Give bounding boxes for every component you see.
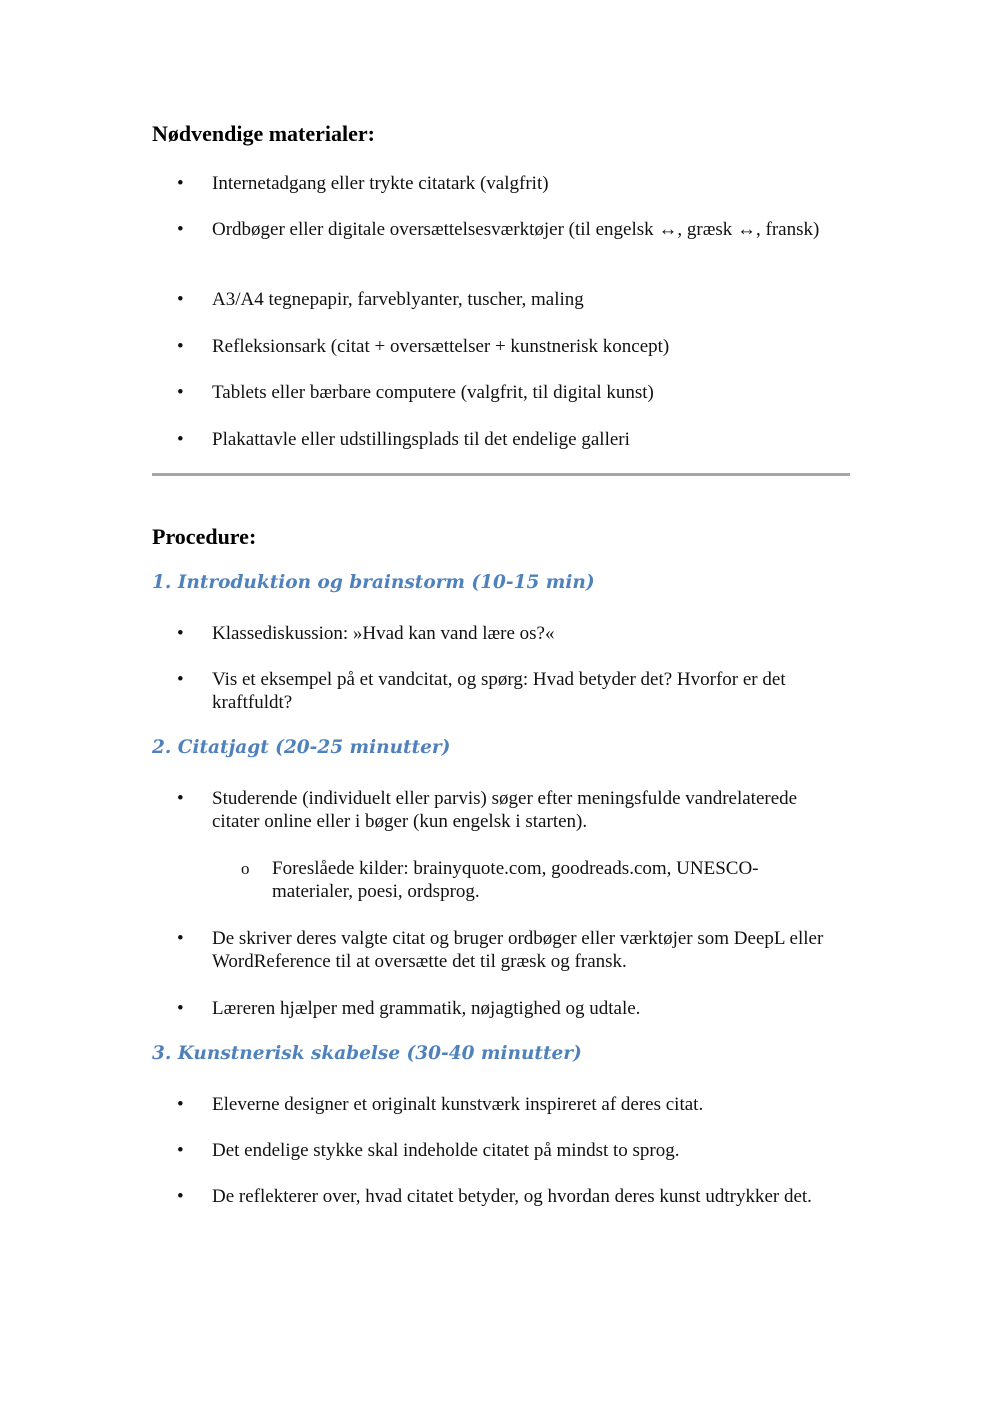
list-item-text: A3/A4 tegnepapir, farveblyanter, tuscher, maling <box>212 289 584 310</box>
list-item-text: Tablets eller bærbare computere (valgfrit, til digital kunst) <box>212 382 654 403</box>
bullet-marker: • <box>177 669 184 690</box>
step-3-heading: 3. Kunstnerisk skabelse (30-40 minutter) <box>152 1043 582 1064</box>
list-item-text: Klassediskussion: »Hvad kan vand lære os?« <box>212 623 555 644</box>
list-item-text: Internetadgang eller trykte citatark (valgfrit) <box>212 173 549 194</box>
list-item-text: Læreren hjælper med grammatik, nøjagtighed og udtale. <box>212 998 641 1019</box>
bullet-marker: • <box>177 382 184 403</box>
list-item-text: Eleverne designer et originalt kunstværk inspireret af deres citat. <box>212 1094 704 1115</box>
bullet-marker: • <box>177 1186 184 1207</box>
bullet-marker: • <box>177 429 184 450</box>
bullet-marker: • <box>177 219 184 240</box>
bullet-marker: • <box>177 1140 184 1161</box>
step-1-heading: 1. Introduktion og brainstorm (10-15 min) <box>152 572 595 593</box>
bullet-marker: • <box>177 623 184 644</box>
list-item-text: Ordbøger eller digitale oversættelsesværktøjer (til engelsk ↔, græsk ↔, fransk) <box>212 219 820 240</box>
bullet-marker: • <box>177 998 184 1019</box>
bullet-marker: • <box>177 1094 184 1115</box>
list-item-text: Studerende (individuelt eller parvis) søger efter meningsfulde vandrelaterede citater online eller i bøger (kun engelsk i starten). <box>212 788 798 832</box>
sub-bullet-marker: o <box>241 859 250 878</box>
step-2-heading: 2. Citatjagt (20-25 minutter) <box>152 737 451 758</box>
horizontal-divider <box>152 473 850 476</box>
list-item-text: De skriver deres valgte citat og bruger ordbøger eller værktøjer som DeepL eller WordReference til at oversætte det til græsk og fransk. <box>212 928 824 972</box>
list-item-text: De reflekterer over, hvad citatet betyder, og hvordan deres kunst udtrykker det. <box>212 1186 812 1207</box>
sub-list-item-text: Foreslåede kilder: brainyquote.com, goodreads.com, UNESCO-materialer, poesi, ordsprog. <box>272 858 759 902</box>
list-item-text: Vis et eksempel på et vandcitat, og spørg: Hvad betyder det? Hvorfor er det kraftfuldt? <box>212 669 786 713</box>
list-item-text: Refleksionsark (citat + oversættelser + kunstnerisk koncept) <box>212 336 670 357</box>
bullet-marker: • <box>177 788 184 809</box>
bullet-marker: • <box>177 336 184 357</box>
bullet-marker: • <box>177 173 184 194</box>
bullet-marker: • <box>177 289 184 310</box>
bullet-marker: • <box>177 928 184 949</box>
list-item-text: Plakattavle eller udstillingsplads til det endelige galleri <box>212 429 630 450</box>
procedure-heading: Procedure: <box>152 524 257 549</box>
materials-heading: Nødvendige materialer: <box>152 121 375 146</box>
list-item-text: Det endelige stykke skal indeholde citatet på mindst to sprog. <box>212 1140 680 1161</box>
